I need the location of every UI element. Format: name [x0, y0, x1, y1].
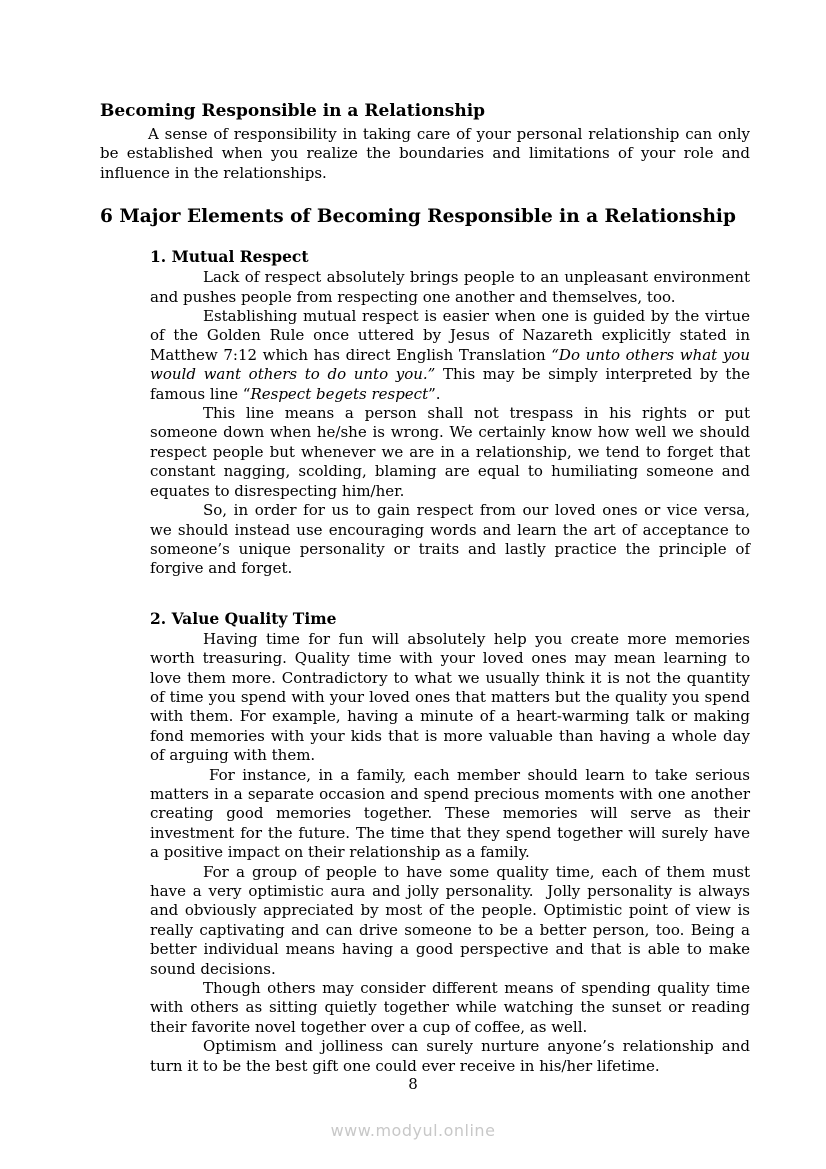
intro-paragraph: A sense of responsibility in taking care of your personal relationship can only be established when you realize the boundaries and limitations of your role and influence in the relationships. [100, 125, 750, 182]
heading-six-major-elements: 6 Major Elements of Becoming Responsible in a Relationship [100, 206, 736, 228]
watermark: www.modyul.online [330, 1121, 496, 1140]
paragraph [150, 307, 750, 404]
paragraph: So, in order for us to gain respect from our loved ones or vice versa, we should instead use encouraging words and learn the art of acceptance to someone’s unique personality or traits and lastly practice the principle of forgive and forget. [150, 501, 750, 578]
subheading-mutual-respect: 1. Mutual Respect [150, 247, 309, 267]
section-value-quality-time [150, 609, 750, 1076]
page-content [100, 101, 750, 1076]
paragraph: Optimism and jolliness can surely nurture anyone’s relationship and turn it to be the best gift one could ever receive in his/her lifetime. [150, 1037, 750, 1075]
italic-quote-run: Respect begets respect [250, 384, 429, 403]
paragraph: Having time for fun will absolutely help you create more memories worth treasuring. Quality time with your loved ones may mean learning to love them more. Contradictory to what we usually think it is not the quantity of time you spend with your loved ones that matters but the quality you spend with them. For example, having a minute of a heart-warming talk or making fond memories with your kids that is more valuable than having a whole day of arguing with them. [150, 629, 750, 765]
paragraph: This line means a person shall not trespass in his rights or put someone down when he/she is wrong. We certainly know how well we should respect people but whenever we are in a relationship, we tend to forget that constant nagging, scolding, blaming are equal to humiliating someone and equates to disrespecting him/her. [150, 404, 750, 500]
paragraph: For instance, in a family, each member should learn to take serious matters in a separate occasion and spend precious moments with one another creating good memories together. These memories will serve as their investment for the future. The time that they spend together will surely have a positive impact on their relationship as a family. [150, 765, 750, 862]
text-run: Establishing mutual respect is easier when one is guided by the virtue of the Golden Rule once uttered by Jesus of Nazareth explicitly stated in Matthew 7:12 which has direct English Translation [150, 307, 750, 364]
italic-quote-run: “Do unto others what you would want others to do unto you.” [150, 345, 750, 384]
page-number: 8 [408, 1075, 418, 1093]
text-run: ”. [428, 384, 441, 403]
section-mutual-respect [150, 247, 750, 579]
paragraph: Lack of respect absolutely brings people to an unpleasant environment and pushes people from respecting one another and themselves, too. [150, 268, 750, 306]
heading-becoming-responsible: Becoming Responsible in a Relationship [100, 101, 486, 121]
paragraph: For a group of people to have some quality time, each of them must have a very optimistic aura and jolly personality. Jolly personality is always and obviously appreciated by most of the people. Optimistic point of view is really captivating and can drive someone to be a better person, too. Being a better individual means having a good perspective and that is able to make sound decisions. [150, 862, 750, 978]
subheading-value-quality-time: 2. Value Quality Time [150, 608, 337, 628]
text-run: This may be simply interpreted by the famous line “ [150, 365, 750, 403]
paragraph: Though others may consider different means of spending quality time with others as sitting quietly together while watching the sunset or reading their favorite novel together over a cup of coffee, as well. [150, 979, 750, 1036]
